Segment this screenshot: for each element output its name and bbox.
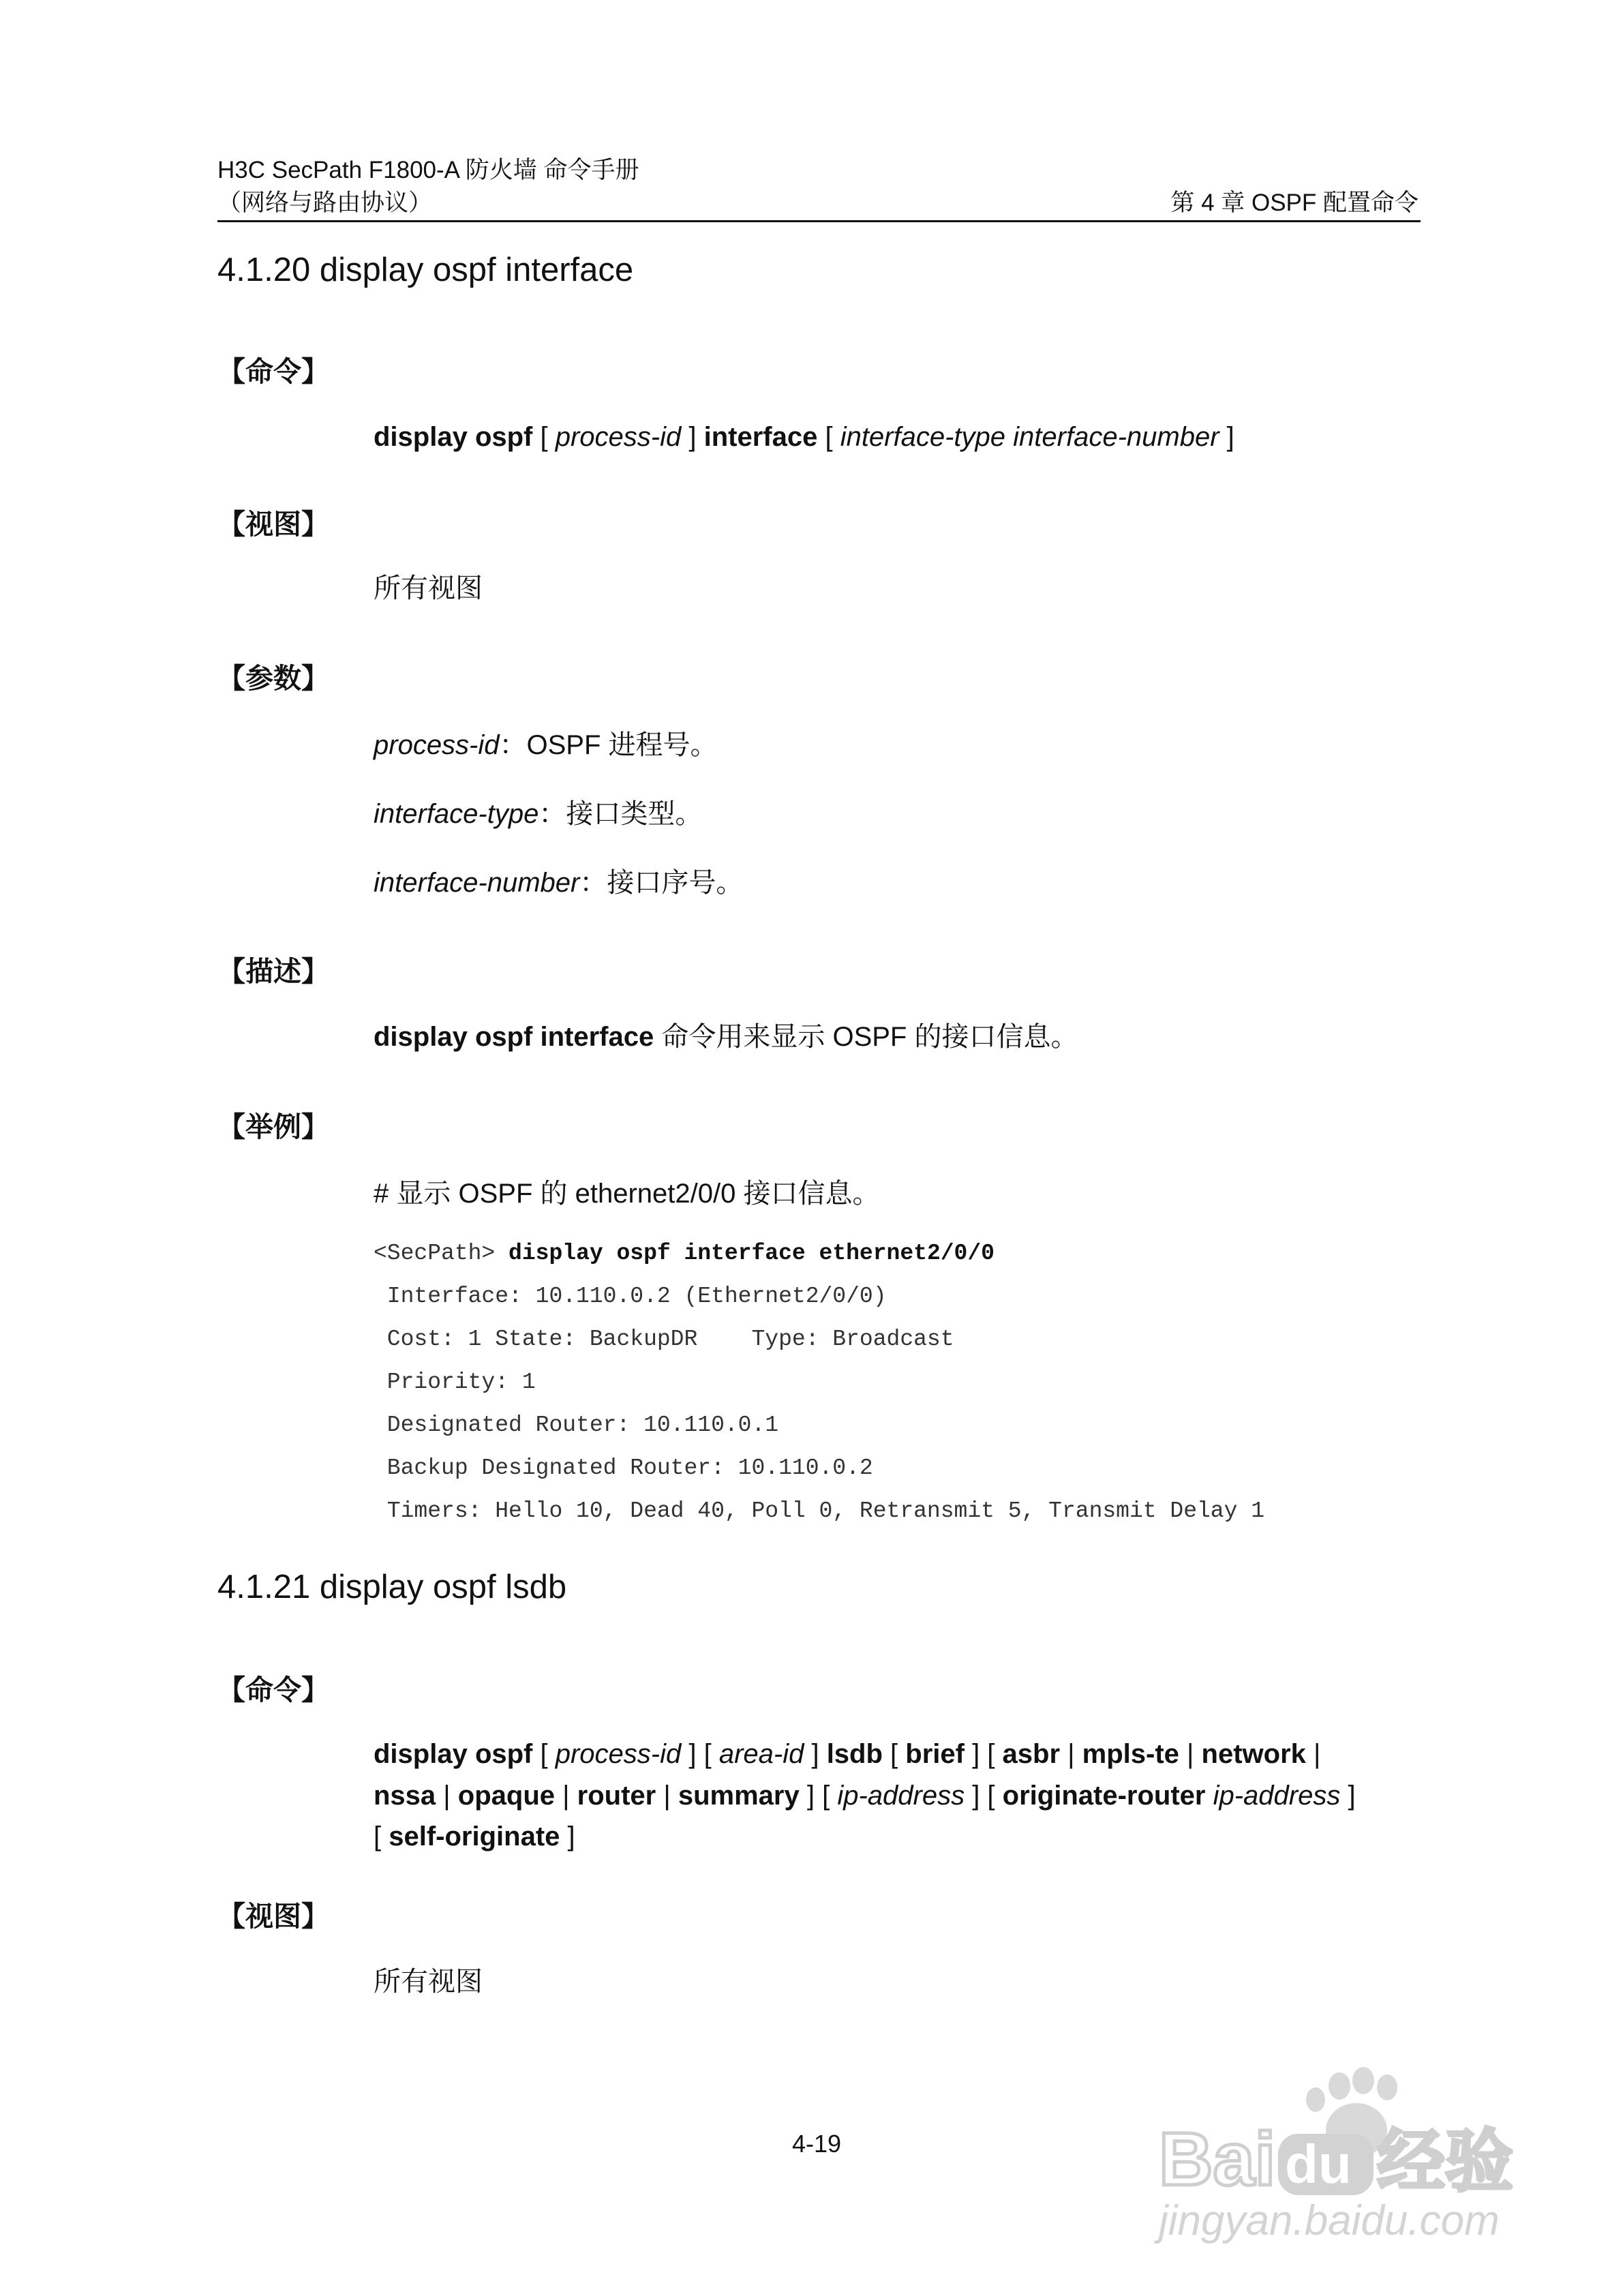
description-text [374,1016,1078,1058]
syntax-param: process-id [555,1739,682,1769]
code-line: Cost: 1 State: BackupDR Type: Broadcast [374,1327,954,1352]
syntax-text: ] [ [964,1739,1003,1769]
svg-text:du: du [1285,2134,1352,2194]
header-rule [217,220,1421,222]
syntax-keyword: summary [678,1781,800,1811]
parameter-item [374,862,743,904]
syntax-keyword: opaque [457,1781,556,1811]
example-label: 【举例】 [217,1111,329,1143]
syntax-text: | [1305,1739,1321,1769]
syntax-keyword: lsdb [826,1739,883,1769]
command-syntax-line [374,1815,575,1858]
syntax-keyword: interface [703,422,818,452]
syntax-param: ip-address [837,1781,965,1811]
command-label: 【命令】 [217,1674,329,1706]
syntax-keyword: asbr [1002,1739,1061,1769]
header-chapter: 第 4 章 OSPF 配置命令 [1170,190,1419,216]
command-syntax-line [374,1774,1356,1817]
code-line: Designated Router: 10.110.0.1 [374,1413,779,1438]
header-title: H3C SecPath F1800-A 防火墙 命令手册 [217,157,639,183]
syntax-text: | [555,1781,577,1811]
syntax-text: [ [532,1739,556,1769]
section-heading: 4.1.21 display ospf lsdb [217,1569,567,1605]
syntax-param: ip-address [1213,1781,1341,1811]
syntax-text: | [656,1781,678,1811]
code-line: Interface: 10.110.0.2 (Ethernet2/0/0) [374,1284,887,1309]
section-heading: 4.1.20 display ospf interface [217,252,634,288]
syntax-text: ] [ [799,1781,838,1811]
page-number: 4-19 [792,2130,842,2158]
parameter-name: process-id [374,730,500,760]
syntax-keyword: network [1201,1739,1306,1769]
command-syntax-line [374,1733,1320,1775]
code-line: Timers: Hello 10, Dead 40, Poll 0, Retransmit 5, Transmit Delay 1 [374,1498,1265,1524]
syntax-text [1205,1781,1213,1811]
syntax-keyword: nssa [374,1781,436,1811]
watermark-url: jingyan.baidu.com [1159,2197,1500,2244]
description-label: 【描述】 [217,956,329,987]
view-label: 【视图】 [217,1901,329,1932]
syntax-keyword: originate-router [1002,1781,1206,1811]
syntax-keyword: mpls-te [1082,1739,1179,1769]
syntax-text: ] [ [965,1781,1003,1811]
syntax-param: interface-type interface-number [840,422,1219,452]
svg-text:Bai: Bai [1159,2117,1276,2201]
view-label: 【视图】 [217,509,329,540]
code-line: Backup Designated Router: 10.110.0.2 [374,1455,873,1481]
syntax-keyword: router [577,1781,656,1811]
view-text: 所有视图 [374,1967,483,1997]
syntax-text: [ [532,422,556,452]
header-subtitle: （网络与路由协议） [217,190,433,216]
syntax-text: ] [560,1822,575,1852]
code-line-command [374,1241,995,1266]
parameter-name: interface-number [374,868,580,898]
syntax-text: | [1060,1739,1082,1769]
syntax-text: ] [ [681,1739,719,1769]
syntax-keyword: self-originate [389,1822,560,1852]
code-line: Priority: 1 [374,1370,536,1395]
syntax-text: | [1179,1739,1202,1769]
syntax-keyword: display ospf [374,1739,533,1769]
parameters-label: 【参数】 [217,663,329,694]
syntax-param: area-id [718,1739,804,1769]
parameter-item [374,724,718,766]
description-command: display ospf interface [374,1022,654,1052]
syntax-text: ] [1219,422,1234,452]
syntax-text: ] [804,1739,827,1769]
syntax-text: | [436,1781,458,1811]
parameter-item [374,793,702,835]
syntax-text: [ [374,1822,389,1852]
code-command: display ospf interface ethernet2/0/0 [509,1241,995,1266]
example-intro: # 显示 OSPF 的 ethernet2/0/0 接口信息。 [374,1179,880,1209]
command-label: 【命令】 [217,356,329,387]
code-prompt: <SecPath> [374,1241,509,1266]
syntax-text: [ [882,1739,906,1769]
description-body: 命令用来显示 OSPF 的接口信息。 [654,1022,1078,1052]
syntax-keyword: display ospf [374,422,533,452]
parameter-desc: ：接口序号。 [579,868,744,898]
syntax-param: process-id [555,422,682,452]
parameter-desc: ：OSPF 进程号。 [499,730,718,760]
view-text: 所有视图 [374,573,483,603]
syntax-keyword: brief [905,1739,965,1769]
syntax-text: [ [817,422,840,452]
parameter-desc: ：接口类型。 [539,799,703,829]
command-syntax [374,416,1234,458]
parameter-name: interface-type [374,799,539,829]
svg-text:经验: 经验 [1377,2121,1513,2201]
syntax-text: ] [1340,1781,1356,1811]
syntax-text: ] [681,422,704,452]
